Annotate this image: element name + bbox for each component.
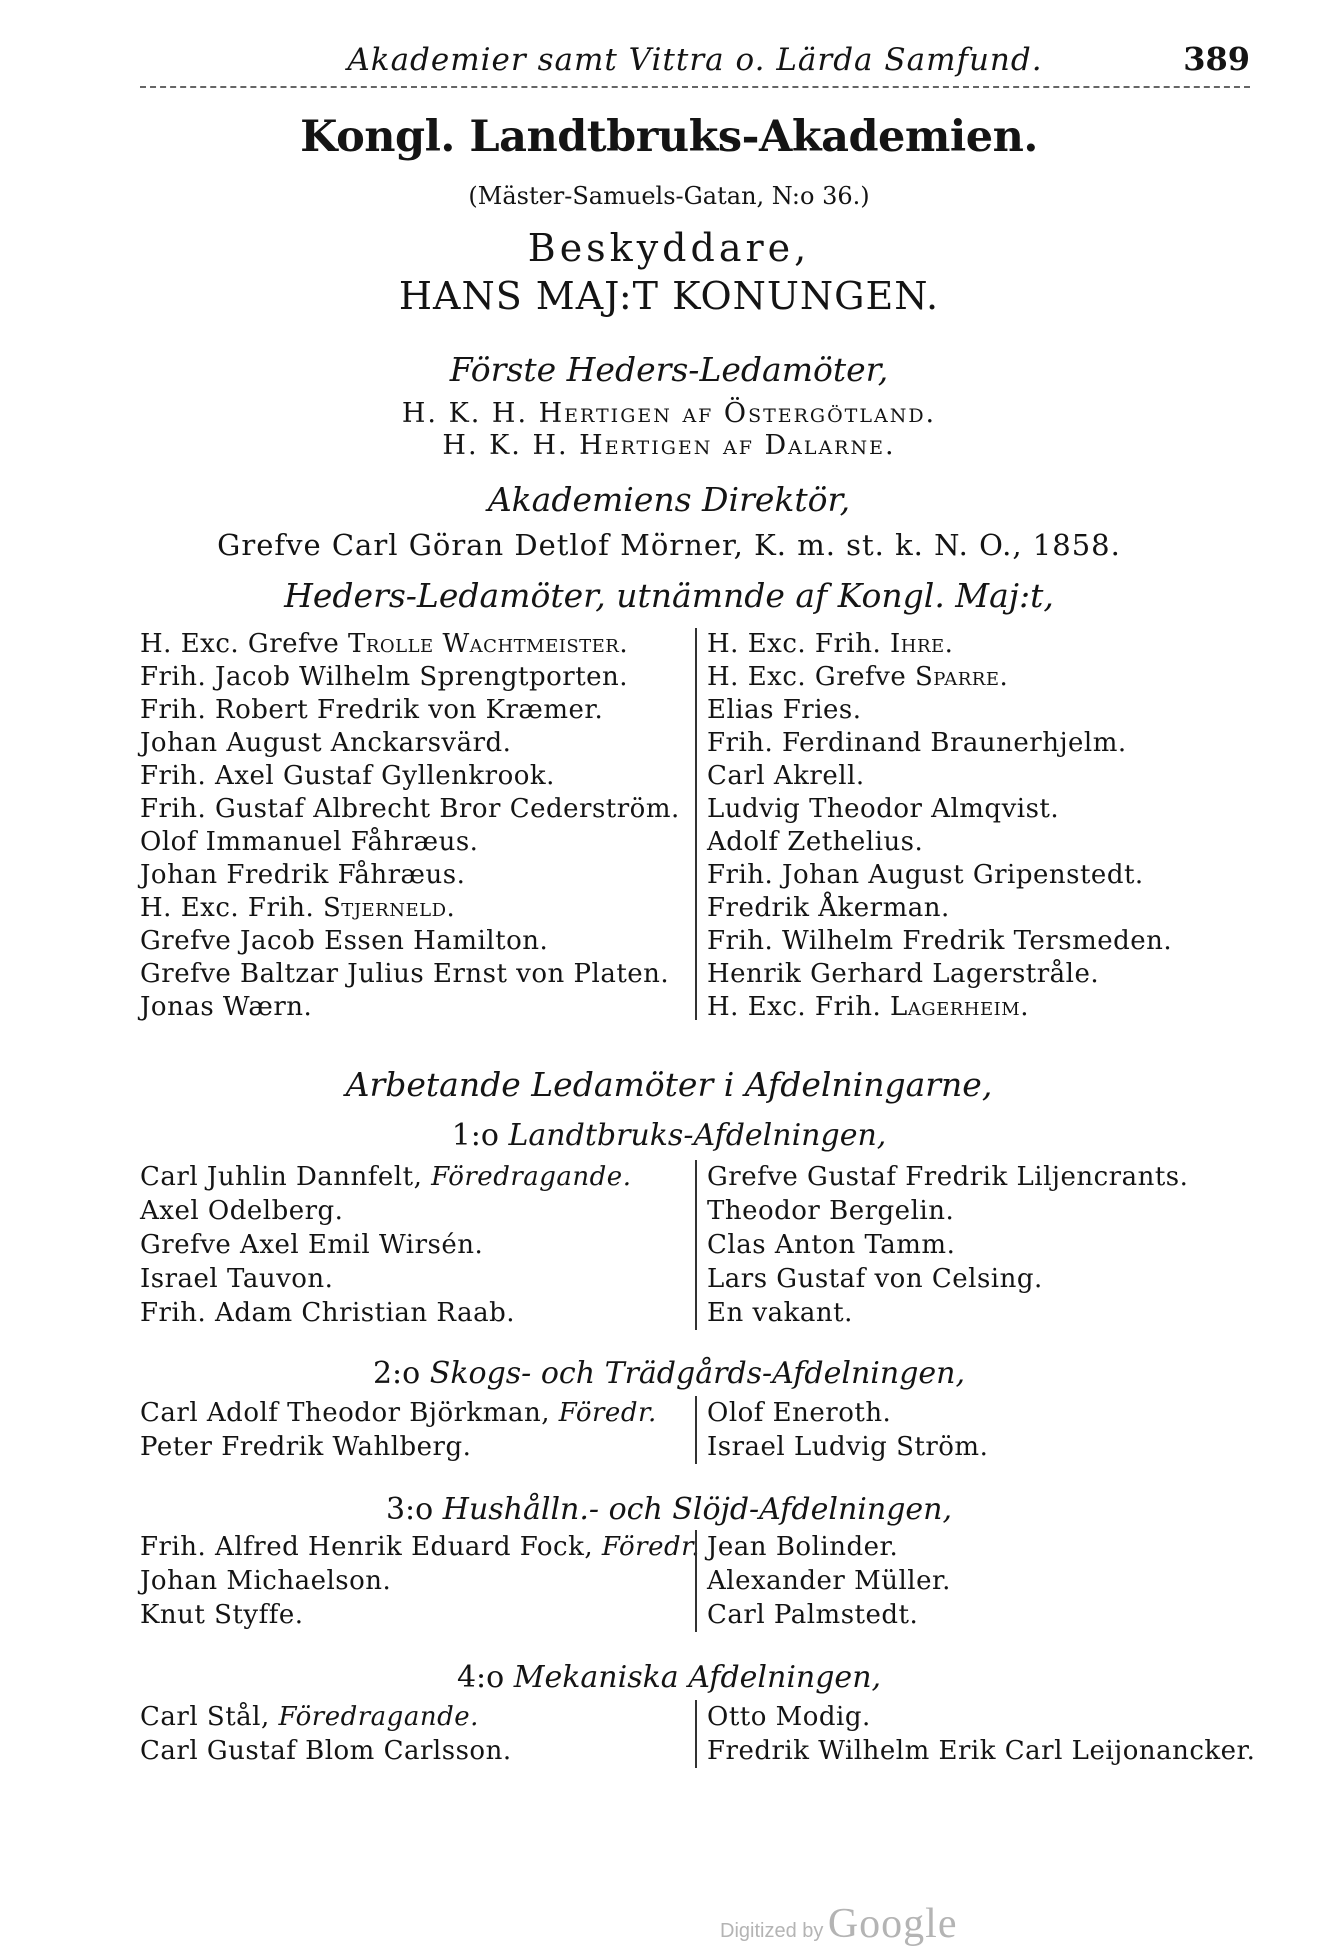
member-name: H. Exc. Grefve (707, 662, 915, 692)
member-surname: Ihre. (890, 629, 954, 659)
list-item (140, 1160, 680, 1194)
division-right-column (695, 1160, 1188, 1330)
division-heading (0, 1492, 1338, 1527)
list-item: Johan Fredrik Fåhræus. (140, 860, 466, 890)
member-name: H. Exc. Frih. (707, 992, 890, 1022)
member-surname: Sparre. (914, 662, 1009, 692)
member-name: Carl Stål, (140, 1702, 279, 1732)
list-item: Israel Ludvig Ström. (707, 1432, 989, 1462)
division-left-column (140, 1160, 680, 1330)
list-item: Frih. Wilhelm Fredrik Tersmeden. (707, 926, 1173, 956)
list-item: Ludvig Theodor Almqvist. (707, 794, 1060, 824)
member-name: Frih. Alfred Henrik Eduard Fock, (140, 1532, 602, 1562)
list-item: Frih. Johan August Gripenstedt. (707, 860, 1144, 890)
member-role: Föredragande. (278, 1702, 479, 1732)
honorary-right-column (695, 628, 1172, 1020)
division-heading (0, 1118, 1338, 1153)
division-name: Mekaniska Afdelningen, (513, 1660, 882, 1695)
list-item (140, 1700, 680, 1734)
member-title: Hertigen af Dalarne. (579, 430, 896, 461)
division-left-column (140, 1700, 680, 1768)
list-item: Henrik Gerhard Lagerstråle. (707, 959, 1100, 989)
list-item: Knut Styffe. (140, 1600, 304, 1630)
list-item (707, 628, 1172, 661)
page-number: 389 (1183, 40, 1250, 78)
patron-heading: Beskyddare, (527, 226, 811, 270)
first-honorary-member (0, 398, 1338, 429)
division-right-column (695, 1530, 951, 1632)
division-number: 4:o (456, 1660, 505, 1695)
running-header (140, 36, 1250, 88)
list-item: Elias Fries. (707, 695, 862, 725)
member-title: Hertigen af Östergötland. (538, 398, 937, 429)
list-item: Olof Immanuel Fåhræus. (140, 827, 479, 857)
division-left-column (140, 1396, 680, 1464)
list-item: Fredrik Wilhelm Erik Carl Leijonancker. (707, 1736, 1256, 1766)
running-title: Akademier samt Vittra o. Lärda Samfund. (347, 42, 1043, 78)
division-right-column (695, 1700, 1255, 1768)
list-item (140, 1396, 680, 1430)
list-item: Alexander Müller. (707, 1566, 951, 1596)
list-item (140, 628, 680, 661)
member-prefix: H. K. H. (401, 398, 539, 429)
list-item: Theodor Bergelin. (707, 1196, 955, 1226)
patron-name: HANS MAJ:T KONUNGEN. (398, 274, 940, 318)
list-item (140, 1530, 700, 1564)
list-item (707, 991, 1172, 1024)
list-item: Frih. Adam Christian Raab. (140, 1298, 515, 1328)
list-item (140, 892, 680, 925)
list-item: Frih. Robert Fredrik von Kræmer. (140, 695, 604, 725)
list-item: Carl Gustaf Blom Carlsson. (140, 1736, 512, 1766)
division-heading (0, 1660, 1338, 1695)
member-role: Föredragande. (431, 1162, 632, 1192)
list-item: Olof Eneroth. (707, 1398, 892, 1428)
division-members (140, 1396, 1260, 1464)
division-number: 3:o (385, 1492, 434, 1527)
google-logo: Google (827, 1901, 958, 1947)
list-item: Johan August Anckarsvärd. (140, 728, 512, 758)
honorary-appointed-heading: Heders-Ledamöter, utnämnde af Kongl. Maj:t, (284, 576, 1054, 615)
list-item: Clas Anton Tamm. (707, 1230, 956, 1260)
list-item: Grefve Jacob Essen Hamilton. (140, 926, 549, 956)
watermark-text: Digitized by (720, 1920, 824, 1942)
member-role: Föredr. (601, 1532, 700, 1562)
digitized-watermark (720, 1900, 958, 1948)
member-name: Carl Juhlin Dannfelt, (140, 1162, 432, 1192)
division-heading (0, 1356, 1338, 1391)
list-item: Frih. Jacob Wilhelm Sprengtporten. (140, 662, 629, 692)
list-item: Jonas Wærn. (140, 992, 313, 1022)
director-name: Grefve Carl Göran Detlof Mörner, K. m. st. k. N. O., 1858. (217, 528, 1121, 562)
member-name: Carl Adolf Theodor Björkman, (140, 1398, 559, 1428)
list-item: Peter Fredrik Wahlberg. (140, 1432, 472, 1462)
division-name: Hushålln.- och Slöjd-Afdelningen, (442, 1492, 953, 1527)
member-role: Föredr. (558, 1398, 657, 1428)
list-item: Frih. Axel Gustaf Gyllenkrook. (140, 761, 555, 791)
working-members-heading: Arbetande Ledamöter i Afdelningarne, (345, 1065, 993, 1104)
honorary-members-list (140, 628, 1260, 1020)
division-members (140, 1700, 1260, 1768)
member-surname: Stjerneld. (323, 893, 456, 923)
list-item: Johan Michaelson. (140, 1566, 392, 1596)
list-item: Lars Gustaf von Celsing. (707, 1264, 1043, 1294)
list-item: Fredrik Åkerman. (707, 893, 950, 923)
member-surname: Lagerheim. (890, 992, 1029, 1022)
member-name: H. Exc. Grefve (140, 629, 348, 659)
director-heading: Akademiens Direktör, (487, 480, 851, 519)
honorary-left-column (140, 628, 680, 1020)
division-number: 1:o (451, 1118, 499, 1153)
division-name: Skogs- och Trädgårds-Afdelningen, (429, 1356, 966, 1391)
member-name: H. Exc. Frih. (707, 629, 890, 659)
academy-address: (Mäster-Samuels-Gatan, N:o 36.) (468, 182, 870, 210)
list-item: Carl Palmstedt. (707, 1600, 919, 1630)
division-number: 2:o (372, 1356, 421, 1391)
list-item: Grefve Axel Emil Wirsén. (140, 1230, 484, 1260)
division-members (140, 1530, 1260, 1632)
division-right-column (695, 1396, 988, 1464)
academy-title: Kongl. Landtbruks-Akademien. (300, 112, 1038, 162)
list-item (707, 661, 1172, 694)
member-name: H. Exc. Frih. (140, 893, 323, 923)
list-item: Grefve Gustaf Fredrik Liljencrants. (707, 1162, 1189, 1192)
list-item: Adolf Zethelius. (707, 827, 924, 857)
list-item: Israel Tauvon. (140, 1264, 334, 1294)
list-item: Otto Modig. (707, 1702, 871, 1732)
member-prefix: H. K. H. (442, 430, 580, 461)
division-name: Landtbruks-Afdelningen, (508, 1118, 887, 1153)
list-item: Grefve Baltzar Julius Ernst von Platen. (140, 959, 670, 989)
list-item: Carl Akrell. (707, 761, 865, 791)
member-surname: Trolle Wachtmeister. (347, 629, 629, 659)
list-item: Frih. Gustaf Albrecht Bror Cederström. (140, 794, 680, 824)
list-item: En vakant. (707, 1298, 853, 1328)
division-members (140, 1160, 1260, 1330)
list-item: Frih. Ferdinand Braunerhjelm. (707, 728, 1127, 758)
list-item: Jean Bolinder. (707, 1532, 899, 1562)
list-item: Axel Odelberg. (140, 1196, 344, 1226)
division-left-column (140, 1530, 700, 1632)
first-honorary-heading: Förste Heders-Ledamöter, (449, 350, 889, 389)
first-honorary-member (0, 430, 1338, 461)
